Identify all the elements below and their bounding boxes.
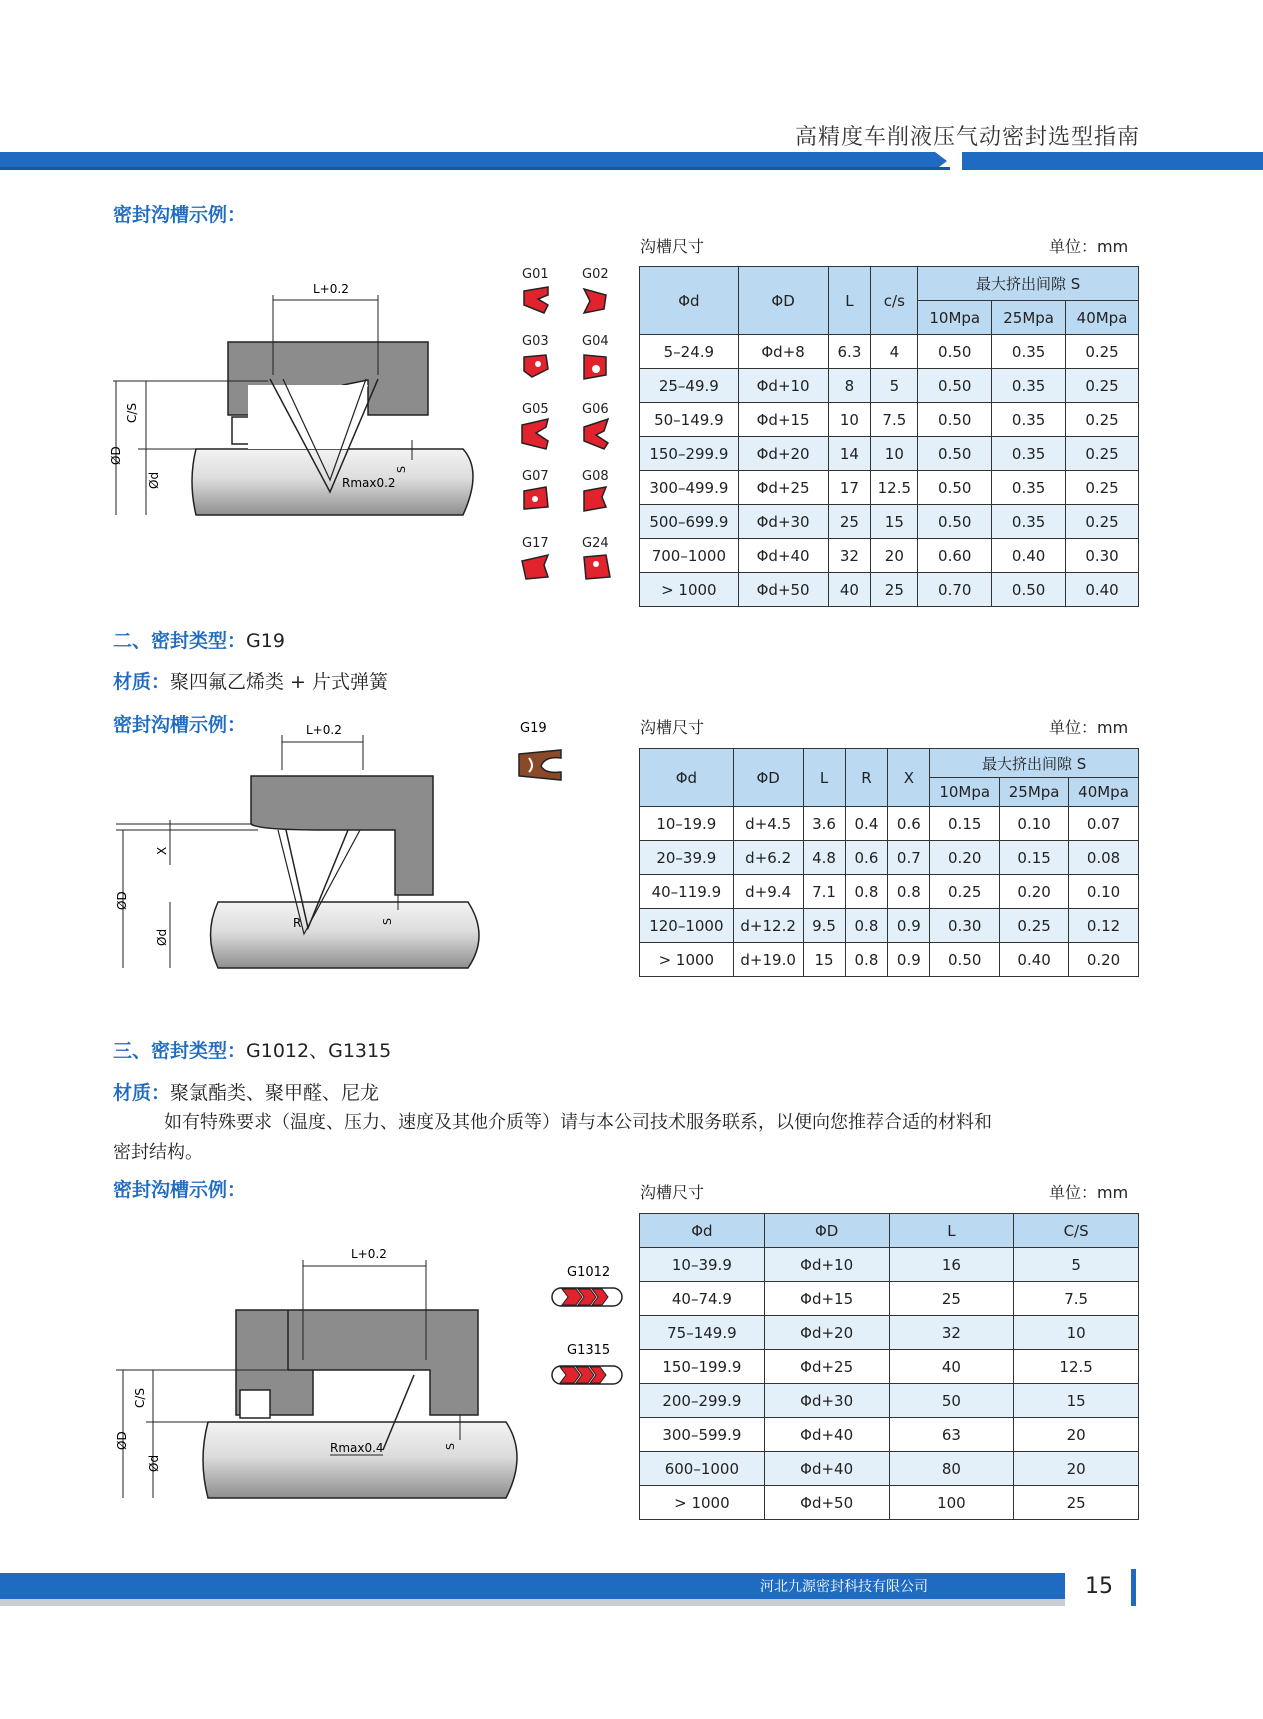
svg-text:G01: G01 xyxy=(522,267,549,282)
special-requirements-note-cont: 密封结构。 xyxy=(113,1142,203,1163)
groove-size-caption-3: 沟槽尺寸 xyxy=(640,1183,705,1202)
svg-text:G03: G03 xyxy=(522,334,549,349)
unit-label-2: 单位：mm xyxy=(1049,718,1129,737)
svg-text:ØD: ØD xyxy=(115,891,129,910)
svg-text:Ød: Ød xyxy=(147,471,161,489)
seal-profile-g19 xyxy=(515,718,585,798)
groove-size-caption-1: 沟槽尺寸 xyxy=(640,237,705,256)
groove-example-heading-2: 密封沟槽示例： xyxy=(113,714,247,736)
svg-text:G04: G04 xyxy=(582,334,609,349)
svg-text:G07: G07 xyxy=(522,469,549,484)
table-row: 700–1000 Φd+40 32 20 0.60 0.40 0.30 xyxy=(640,539,1139,573)
table-row: 150–199.9 Φd+25 40 12.5 xyxy=(640,1350,1139,1384)
l-dim-label: L+0.2 xyxy=(313,282,349,296)
svg-text:G19: G19 xyxy=(520,721,547,736)
groove-drawing-1 xyxy=(108,275,503,525)
section2-material: 材质：聚四氟乙烯类 + 片式弹簧 xyxy=(113,671,389,693)
table-row: 75–149.9 Φd+20 32 10 xyxy=(640,1316,1139,1350)
groove-table-3 xyxy=(639,1213,1139,1520)
svg-text:Ød: Ød xyxy=(147,1454,161,1472)
svg-text:C/S: C/S xyxy=(125,402,139,423)
table-row: 40–119.9 d+9.4 7.1 0.8 0.8 0.25 0.20 0.10 xyxy=(640,875,1139,909)
section3-title: 三、密封类型：G1012、G1315 xyxy=(113,1040,392,1062)
table-row: > 1000 Φd+50 40 25 0.70 0.50 0.40 xyxy=(640,573,1139,607)
groove-table-2: Φd ΦD L R X 最大挤出间隙 S 10Mpa 25Mpa 40Mpa 10–19.9 d+4.5 3.6 0.4 0.6 0.15 0.10 0.07 20–39.9 d+6.2 4.8 0.6 0.7 0.20 0.15 0.08 40–119.9 d+9.4 7.1 0.8 0.8 0.25 0.20 0.10 120–1000 d+12.2 9.5 0.8 0.9 0.30 0.25 0.12 > 1000 d+19.0 15 0.8 0.9 0.50 0.40 0.20 xyxy=(639,748,1139,977)
footer-underline xyxy=(0,1599,1065,1606)
page-number: 15 xyxy=(1085,1574,1113,1599)
svg-text:C/S: C/S xyxy=(133,1387,147,1408)
svg-text:R: R xyxy=(293,916,302,930)
special-requirements-note: 如有特殊要求（温度、压力、速度及其他介质等）请与本公司技术服务联系，以便向您推荐合适的材料和 xyxy=(164,1112,992,1133)
svg-text:Ød: Ød xyxy=(155,928,169,946)
svg-text:Rmax0.2: Rmax0.2 xyxy=(342,476,396,490)
table-row: > 1000 Φd+50 100 25 xyxy=(640,1486,1139,1520)
table-row: 25–49.9 Φd+10 8 5 0.50 0.35 0.25 xyxy=(640,369,1139,403)
table-row: 50–149.9 Φd+15 10 7.5 0.50 0.35 0.25 xyxy=(640,403,1139,437)
seal-profile-g1012-g1315 xyxy=(550,1262,630,1412)
section2-title: 二、密封类型：G19 xyxy=(113,630,285,652)
table-row: 5–24.9 Φd+8 6.3 4 0.50 0.35 0.25 xyxy=(640,335,1139,369)
svg-text:G02: G02 xyxy=(582,267,609,282)
company-name: 河北九源密封科技有限公司 xyxy=(760,1579,928,1595)
table-row: 10–19.9 d+4.5 3.6 0.4 0.6 0.15 0.10 0.07 xyxy=(640,807,1139,841)
svg-text:G1315: G1315 xyxy=(567,1343,611,1358)
svg-text:L+0.2: L+0.2 xyxy=(306,723,342,737)
svg-text:G06: G06 xyxy=(582,402,609,417)
svg-text:X: X xyxy=(155,846,169,855)
groove-drawing-3 xyxy=(108,1240,523,1510)
unit-label-3: 单位：mm xyxy=(1049,1183,1129,1202)
groove-example-heading-1: 密封沟槽示例： xyxy=(113,204,247,226)
svg-text:G24: G24 xyxy=(582,536,609,551)
table-row: > 1000 d+19.0 15 0.8 0.9 0.50 0.40 0.20 xyxy=(640,943,1139,977)
svg-text:G05: G05 xyxy=(522,402,549,417)
table-row: 20–39.9 d+6.2 4.8 0.6 0.7 0.20 0.15 0.08 xyxy=(640,841,1139,875)
svg-text:ØD: ØD xyxy=(115,1431,129,1450)
unit-label-1: 单位：mm xyxy=(1049,237,1129,256)
svg-text:S: S xyxy=(381,918,394,925)
groove-size-caption-2: 沟槽尺寸 xyxy=(640,718,705,737)
svg-text:L+0.2: L+0.2 xyxy=(351,1247,387,1261)
table-header-row: Φd ΦD L c/s 最大挤出间隙 S xyxy=(640,267,1139,301)
table-row: 500–699.9 Φd+30 25 15 0.50 0.35 0.25 xyxy=(640,505,1139,539)
section3-material: 材质：聚氯酯类、聚甲醛、尼龙 xyxy=(113,1082,380,1104)
svg-text:Rmax0.4: Rmax0.4 xyxy=(330,1441,384,1455)
svg-text:G17: G17 xyxy=(522,536,549,551)
table-header-row: Φd ΦD L R X 最大挤出间隙 S xyxy=(640,749,1139,778)
table-row: 200–299.9 Φd+30 50 15 xyxy=(640,1384,1139,1418)
guide-title: 高精度车削液压气动密封选型指南 xyxy=(794,125,1140,150)
seal-profile-grid-1 xyxy=(518,265,628,595)
svg-text:G08: G08 xyxy=(582,469,609,484)
table-row: 10–39.9 Φd+10 16 5 xyxy=(640,1248,1139,1282)
groove-table-1: Φd ΦD L c/s 最大挤出间隙 S 10Mpa 25Mpa 40Mpa 5–24.9 Φd+8 6.3 4 0.50 0.35 0.25 25–49.9 Φd+10 8 5 0.50 0.35 0.25 50–149.9 Φd+15 10 7.5 0.50 0.35 0.25 150–299.9 Φd+20 14 10 0.50 0.35 0.25 300–499.9 Φd+25 17 12.5 0.50 0.35 0.25 500–699.9 Φd+30 25 15 0.50 0.35 0.25 700–1000 Φd+40 32 20 0.60 0.40 0.30 > 1000 Φd+50 40 25 0.70 0.50 0.40 xyxy=(639,266,1139,607)
table-row: 600–1000 Φd+40 80 20 xyxy=(640,1452,1139,1486)
table-row: 120–1000 d+12.2 9.5 0.8 0.9 0.30 0.25 0.12 xyxy=(640,909,1139,943)
table-row: 40–74.9 Φd+15 25 7.5 xyxy=(640,1282,1139,1316)
groove-drawing-2 xyxy=(108,720,483,980)
svg-text:S: S xyxy=(444,1443,457,1450)
groove-example-heading-3: 密封沟槽示例： xyxy=(113,1179,247,1201)
svg-text:S: S xyxy=(395,466,408,473)
svg-text:ØD: ØD xyxy=(109,446,123,465)
table-row: 300–499.9 Φd+25 17 12.5 0.50 0.35 0.25 xyxy=(640,471,1139,505)
table-row: 150–299.9 Φd+20 14 10 0.50 0.35 0.25 xyxy=(640,437,1139,471)
header-bar xyxy=(0,152,1263,170)
table-header-row: Φd ΦD L C/S xyxy=(640,1214,1139,1248)
page-marker xyxy=(1131,1569,1136,1606)
table-row: 300–599.9 Φd+40 63 20 xyxy=(640,1418,1139,1452)
svg-text:G1012: G1012 xyxy=(567,1265,611,1280)
